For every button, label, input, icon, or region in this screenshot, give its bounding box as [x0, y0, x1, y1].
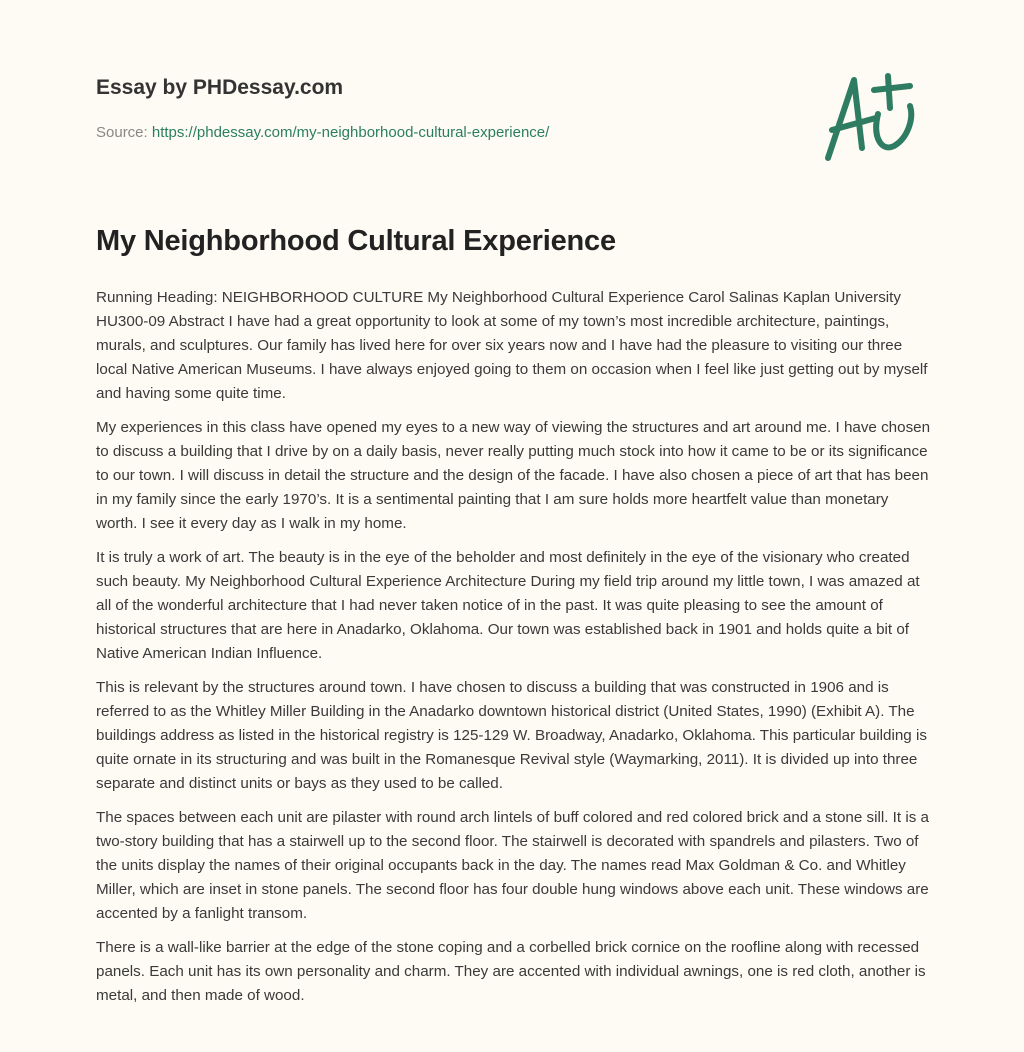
essay-paragraph: My experiences in this class have opened my eyes to a new way of viewing the structures and art around me. I have chosen to discuss a building that I drive by on a daily basis, never really putting much stock into how it came to be or its significance to our town. I will discuss in detail the structure and the design of the facade. I have also chosen a piece of art that has been in my family since the early 1970’s. It is a sentimental painting that I am sure holds more heartfelt value than monetary worth. I see it every day as I walk in my home. [96, 419, 931, 532]
essay-body [96, 286, 932, 1018]
essay-paragraph: This is relevant by the structures around town. I have chosen to discuss a building that was constructed in 1906 and is referred to as the Whitley Miller Building in the Anadarko downtown historical district (United States, 1990) (Exhibit A). The buildings address as listed in the historical registry is 125-129 W. Broadway, Anadarko, Oklahoma. This particular building is quite ornate in its structuring and was built in the Romanesque Revival style (Waymarking, 2011). It is divided up into three separate and distinct units or bays as they used to be called. [96, 679, 927, 792]
source-link[interactable]: https://phdessay.com/my-neighborhood-cultural-experience/ [151, 124, 550, 141]
brand-title: Essay by PHDessay.com [96, 76, 344, 99]
essay-paragraph: The spaces between each unit are pilaster with round arch lintels of buff colored and red colored brick and a stone sill. It is a two-story building that has a stairwell up to the second floor. The stairwell is decorated with spandrels and pilasters. Two of the units display the names of their original occupants back in the day. The names read Max Goldman & Co. and Whitley Miller, which are inset in stone panels. The second floor has four double hung windows above each unit. These windows are accented by a fanlight transom. [96, 809, 929, 922]
essay-paragraph: Running Heading: NEIGHBORHOOD CULTURE My Neighborhood Cultural Experience Carol Salinas Kaplan University HU300-09 Abstract I have had a great opportunity to look at some of my town’s most incredible architecture, paintings, murals, and sculptures. Our family has lived here for over six years now and I have had the pleasure to visiting our three local Native American Museums. I have always enjoyed going to them on occasion when I feel like just getting out by myself and having some quite time. [96, 289, 928, 402]
a-plus-logo-icon [818, 68, 928, 168]
source-label: Source: [96, 124, 148, 141]
essay-paragraph: There is a wall-like barrier at the edge of the stone coping and a corbelled brick cornice on the roofline along with recessed panels. Each unit has its own personality and charm. They are accented with individual awnings, one is red cloth, another is metal, and then made of wood. [96, 939, 926, 1004]
essay-paragraph: It is truly a work of art. The beauty is in the eye of the beholder and most definitely in the eye of the visionary who created such beauty. My Neighborhood Cultural Experience Architecture During my field trip around my little town, I was amazed at all of the wonderful architecture that I had never taken notice of in the past. It was quite pleasing to see the amount of historical structures that are here in Anadarko, Oklahoma. Our town was established back in 1901 and holds quite a bit of Native American Indian Influence. [96, 549, 920, 662]
page-title: My Neighborhood Cultural Experience [96, 225, 616, 257]
source-line [96, 124, 549, 141]
